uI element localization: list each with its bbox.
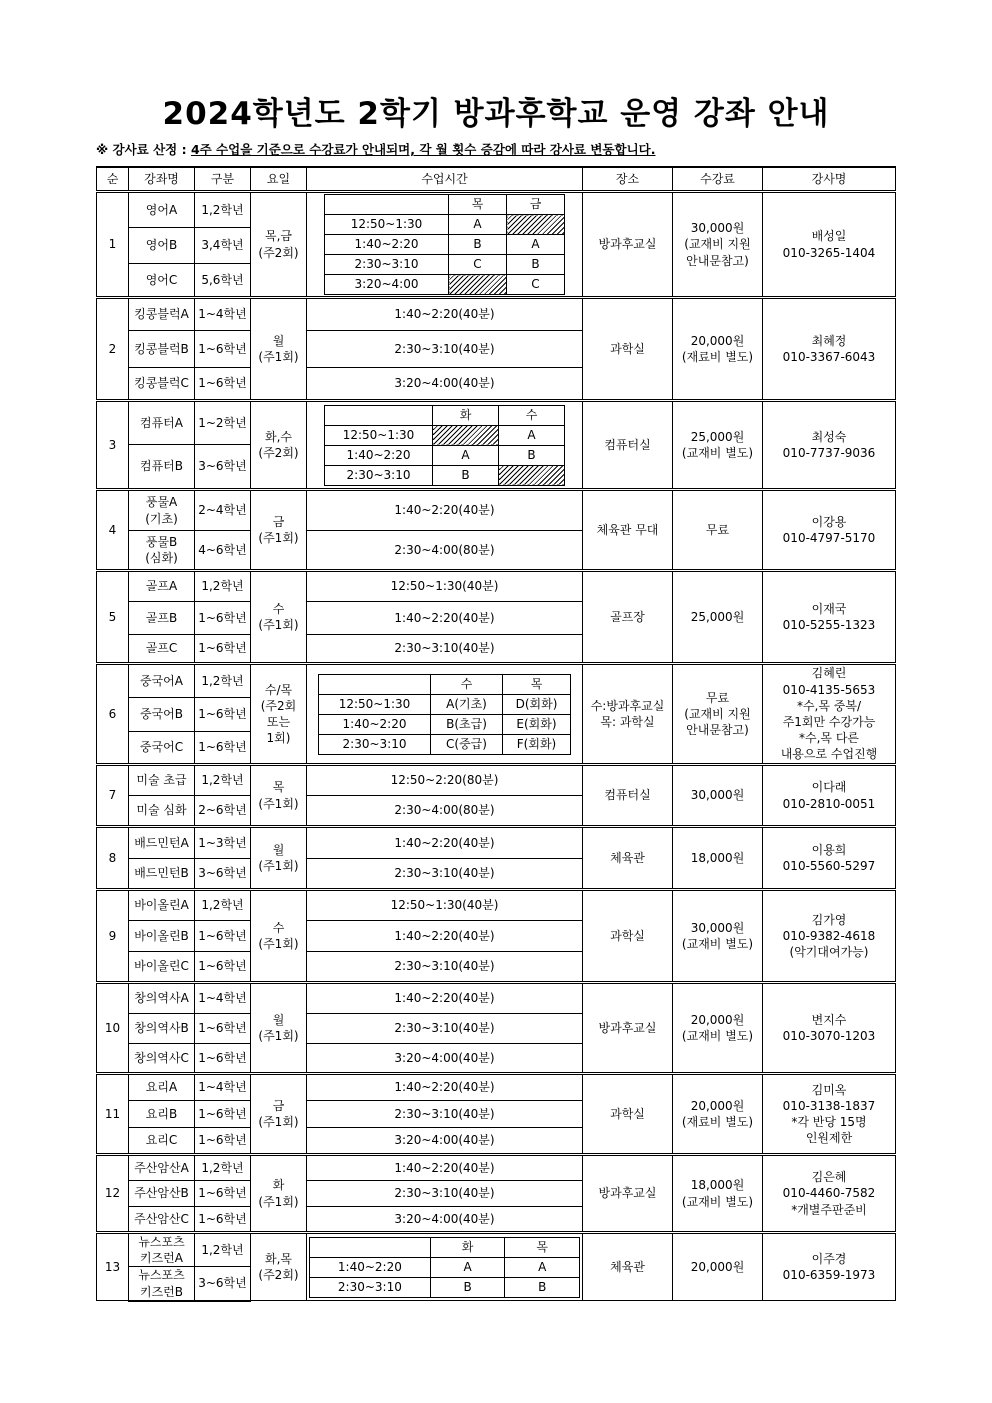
course-teacher: 이재국 010-5255-1323	[763, 571, 896, 664]
course-grade: 1~3학년	[195, 827, 251, 859]
course-name: 미술 초급	[129, 765, 195, 796]
course-fee: 무료	[673, 490, 763, 571]
course-teacher: 이용희 010-5560-5297	[763, 827, 896, 890]
course-number: 10	[97, 983, 129, 1074]
course-grade: 3~6학년	[195, 1267, 251, 1301]
schedule-day-header: 금	[507, 195, 565, 215]
schedule-row	[310, 1257, 580, 1277]
course-name: 바이올린B	[129, 921, 195, 952]
course-grade: 1,2학년	[195, 1233, 251, 1267]
course-grade: 1~6학년	[195, 1207, 251, 1233]
class-time: 2:30~4:00(80분)	[307, 796, 583, 827]
course-name: 바이올린A	[129, 890, 195, 921]
schedule-empty-slot	[433, 425, 499, 445]
course-group	[97, 890, 896, 983]
table-row	[97, 571, 896, 602]
course-number: 4	[97, 490, 129, 571]
course-grade: 1~6학년	[195, 1128, 251, 1155]
class-time: 2:30~3:10(40분)	[307, 952, 583, 983]
schedule-slot: F(회화)	[503, 734, 571, 754]
course-place: 골프장	[583, 571, 673, 664]
course-name: 컴퓨터A	[129, 401, 195, 445]
schedule-slot: B	[505, 1277, 580, 1297]
course-grade: 1~6학년	[195, 368, 251, 401]
header-row	[97, 167, 896, 192]
course-grade: 1~6학년	[195, 1044, 251, 1074]
header-teacher: 강사명	[763, 167, 896, 192]
fee-note-prefix: ※ 강사료 산정 :	[96, 142, 191, 157]
class-time: 1:40~2:20(40분)	[307, 298, 583, 331]
course-grade: 3~6학년	[195, 859, 251, 890]
course-grade: 3,4학년	[195, 228, 251, 264]
course-fee: 20,000원 (재료비 별도)	[673, 298, 763, 401]
course-name: 요리C	[129, 1128, 195, 1155]
course-group	[97, 827, 896, 890]
table-row	[97, 192, 896, 228]
class-time: 1:40~2:20(40분)	[307, 921, 583, 952]
schedule-header-row	[319, 674, 571, 694]
course-day: 수 (주1회)	[251, 571, 307, 664]
course-day: 화,수 (주2회)	[251, 401, 307, 490]
table-row	[97, 827, 896, 859]
course-group	[97, 192, 896, 298]
header-fee: 수강료	[673, 167, 763, 192]
course-number: 13	[97, 1233, 129, 1301]
course-place: 체육관	[583, 1233, 673, 1301]
class-time: 2:30~3:10(40분)	[307, 1014, 583, 1044]
schedule-corner	[325, 405, 433, 425]
course-name: 영어C	[129, 264, 195, 298]
page-title: 2024학년도 2학기 방과후학교 운영 강좌 안내	[162, 96, 830, 132]
course-group	[97, 298, 896, 401]
schedule-header-row	[325, 405, 565, 425]
schedule-slot: A	[433, 445, 499, 465]
course-fee: 20,000원 (재료비 별도)	[673, 1074, 763, 1155]
table-row	[97, 765, 896, 796]
course-grade: 5,6학년	[195, 264, 251, 298]
course-fee: 20,000원	[673, 1233, 763, 1301]
course-place: 방과후교실	[583, 192, 673, 298]
schedule-day-header: 목	[505, 1237, 580, 1257]
course-name: 골프B	[129, 602, 195, 635]
table-row	[97, 890, 896, 921]
course-grade: 1~6학년	[195, 635, 251, 664]
course-place: 과학실	[583, 1074, 673, 1155]
course-place: 컴퓨터실	[583, 765, 673, 827]
course-fee: 30,000원 (교재비 지원 안내문참고)	[673, 192, 763, 298]
course-name: 요리A	[129, 1074, 195, 1101]
course-fee: 25,000원 (교재비 별도)	[673, 401, 763, 490]
table-row	[97, 298, 896, 331]
course-teacher: 배성일 010-3265-1404	[763, 192, 896, 298]
course-place: 체육관	[583, 827, 673, 890]
schedule-corner	[319, 674, 431, 694]
schedule-row	[319, 694, 571, 714]
schedule-corner	[310, 1237, 431, 1257]
course-place: 컴퓨터실	[583, 401, 673, 490]
course-number: 7	[97, 765, 129, 827]
schedule-cell	[307, 1233, 583, 1301]
class-time: 2:30~4:00(80분)	[307, 531, 583, 571]
schedule-row	[325, 425, 565, 445]
schedule-slot: A	[499, 425, 565, 445]
course-grade: 1,2학년	[195, 192, 251, 228]
course-teacher: 김혜린 010-4135-5653 *수,목 중복/ 주1회만 수강가능 *수,목 다른 내용으로 수업진행	[763, 664, 896, 765]
course-place: 과학실	[583, 298, 673, 401]
course-name: 킹콩블럭A	[129, 298, 195, 331]
schedule-header-row	[310, 1237, 580, 1257]
schedule-time: 2:30~3:10	[325, 255, 449, 275]
header-no: 순	[97, 167, 129, 192]
course-name: 뉴스포츠 키즈런A	[129, 1233, 195, 1267]
schedule-time: 1:40~2:20	[325, 235, 449, 255]
schedule-slot: A	[449, 215, 507, 235]
class-time: 1:40~2:20(40분)	[307, 1074, 583, 1101]
course-number: 12	[97, 1155, 129, 1233]
schedule-time: 1:40~2:20	[310, 1257, 431, 1277]
schedule-row	[325, 465, 565, 485]
course-name: 중국어B	[129, 698, 195, 732]
course-day: 화 (주1회)	[251, 1155, 307, 1233]
course-grade: 1,2학년	[195, 890, 251, 921]
course-name: 킹콩블럭C	[129, 368, 195, 401]
schedule-time: 12:50~1:30	[319, 694, 431, 714]
course-grade: 4~6학년	[195, 531, 251, 571]
table-row	[97, 1233, 896, 1267]
course-number: 11	[97, 1074, 129, 1155]
course-name: 창의역사C	[129, 1044, 195, 1074]
schedule-slot: A	[430, 1257, 505, 1277]
course-grade: 1~6학년	[195, 698, 251, 732]
class-time: 1:40~2:20(40분)	[307, 827, 583, 859]
table-row	[97, 1074, 896, 1101]
schedule-slot: A(기초)	[431, 694, 503, 714]
header-place: 장소	[583, 167, 673, 192]
course-grade: 1~6학년	[195, 331, 251, 368]
schedule-day-header: 수	[431, 674, 503, 694]
course-name: 창의역사B	[129, 1014, 195, 1044]
course-group	[97, 1233, 896, 1301]
schedule-cell	[307, 664, 583, 765]
schedule-grid	[318, 674, 571, 755]
course-name: 뉴스포츠 키즈런B	[129, 1267, 195, 1301]
course-grade: 1~6학년	[195, 602, 251, 635]
course-name: 골프A	[129, 571, 195, 602]
schedule-row	[310, 1277, 580, 1297]
class-time: 12:50~1:30(40분)	[307, 890, 583, 921]
schedule-time: 2:30~3:10	[310, 1277, 431, 1297]
course-day: 월 (주1회)	[251, 983, 307, 1074]
course-fee: 무료 (교재비 지원 안내문참고)	[673, 664, 763, 765]
course-grade: 1~6학년	[195, 921, 251, 952]
course-fee: 20,000원 (교재비 별도)	[673, 983, 763, 1074]
course-name: 킹콩블럭B	[129, 331, 195, 368]
schedule-day-header: 목	[449, 195, 507, 215]
course-name: 배드민턴B	[129, 859, 195, 890]
header-time: 수업시간	[307, 167, 583, 192]
course-number: 6	[97, 664, 129, 765]
course-name: 중국어A	[129, 664, 195, 698]
schedule-row	[325, 255, 565, 275]
course-place: 체육관 무대	[583, 490, 673, 571]
table-row	[97, 490, 896, 531]
course-fee: 30,000원	[673, 765, 763, 827]
schedule-grid	[309, 1237, 580, 1298]
fee-note	[96, 140, 655, 158]
schedule-slot: B	[433, 465, 499, 485]
course-name: 중국어C	[129, 732, 195, 765]
course-place: 방과후교실	[583, 1155, 673, 1233]
course-name: 컴퓨터B	[129, 445, 195, 490]
class-time: 1:40~2:20(40분)	[307, 1155, 583, 1181]
schedule-slot: A	[505, 1257, 580, 1277]
course-group	[97, 664, 896, 765]
class-time: 3:20~4:00(40분)	[307, 368, 583, 401]
schedule-empty-slot	[449, 275, 507, 295]
course-name: 창의역사A	[129, 983, 195, 1014]
schedule-time: 2:30~3:10	[325, 465, 433, 485]
schedule-row	[319, 714, 571, 734]
course-day: 월 (주1회)	[251, 298, 307, 401]
course-grade: 2~4학년	[195, 490, 251, 531]
course-fee: 18,000원	[673, 827, 763, 890]
course-name: 주산암산A	[129, 1155, 195, 1181]
course-place: 과학실	[583, 890, 673, 983]
class-time: 12:50~2:20(80분)	[307, 765, 583, 796]
course-place: 방과후교실	[583, 983, 673, 1074]
table-row	[97, 664, 896, 698]
course-name: 주산암산C	[129, 1207, 195, 1233]
course-grade: 1,2학년	[195, 664, 251, 698]
course-day: 화,목 (주2회)	[251, 1233, 307, 1301]
schedule-corner	[325, 195, 449, 215]
course-grade: 1~6학년	[195, 1101, 251, 1128]
course-day: 목 (주1회)	[251, 765, 307, 827]
schedule-cell	[307, 192, 583, 298]
course-fee: 18,000원 (교재비 별도)	[673, 1155, 763, 1233]
course-fee: 30,000원 (교재비 별도)	[673, 890, 763, 983]
schedule-header-row	[325, 195, 565, 215]
class-time: 1:40~2:20(40분)	[307, 490, 583, 531]
course-day: 금 (주1회)	[251, 490, 307, 571]
class-time: 3:20~4:00(40분)	[307, 1044, 583, 1074]
course-day: 목,금 (주2회)	[251, 192, 307, 298]
course-name: 영어B	[129, 228, 195, 264]
course-name: 바이올린C	[129, 952, 195, 983]
schedule-slot: B	[449, 235, 507, 255]
course-grade: 1~4학년	[195, 983, 251, 1014]
course-day: 수 (주1회)	[251, 890, 307, 983]
class-time: 2:30~3:10(40분)	[307, 635, 583, 664]
course-day: 월 (주1회)	[251, 827, 307, 890]
schedule-day-header: 화	[430, 1237, 505, 1257]
schedule-time: 12:50~1:30	[325, 215, 449, 235]
course-group	[97, 765, 896, 827]
header-grade: 구분	[195, 167, 251, 192]
schedule-grid	[324, 405, 565, 486]
course-grade: 1~4학년	[195, 1074, 251, 1101]
schedule-row	[325, 445, 565, 465]
course-number: 3	[97, 401, 129, 490]
course-teacher: 최성숙 010-7737-9036	[763, 401, 896, 490]
schedule-day-header: 화	[433, 405, 499, 425]
schedule-slot: C(중급)	[431, 734, 503, 754]
course-table	[96, 166, 896, 1302]
class-time: 2:30~3:10(40분)	[307, 859, 583, 890]
schedule-slot: B	[499, 445, 565, 465]
schedule-day-header: 수	[499, 405, 565, 425]
course-group	[97, 571, 896, 664]
class-time: 1:40~2:20(40분)	[307, 983, 583, 1014]
course-name: 영어A	[129, 192, 195, 228]
header-course-name: 강좌명	[129, 167, 195, 192]
table-row	[97, 1155, 896, 1181]
schedule-slot: A	[507, 235, 565, 255]
schedule-slot: E(회화)	[503, 714, 571, 734]
course-number: 9	[97, 890, 129, 983]
schedule-row	[325, 275, 565, 295]
class-time: 1:40~2:20(40분)	[307, 602, 583, 635]
course-teacher: 변지수 010-3070-1203	[763, 983, 896, 1074]
schedule-row	[325, 235, 565, 255]
course-number: 5	[97, 571, 129, 664]
course-name: 골프C	[129, 635, 195, 664]
class-time: 12:50~1:30(40분)	[307, 571, 583, 602]
table-row	[97, 983, 896, 1014]
course-teacher: 김은혜 010-4460-7582 *개별주판준비	[763, 1155, 896, 1233]
course-grade: 3~6학년	[195, 445, 251, 490]
schedule-slot: B	[507, 255, 565, 275]
course-grade: 1,2학년	[195, 571, 251, 602]
course-grade: 1~6학년	[195, 732, 251, 765]
course-name: 요리B	[129, 1101, 195, 1128]
class-time: 2:30~3:10(40분)	[307, 1181, 583, 1207]
course-group	[97, 1155, 896, 1233]
course-group	[97, 1074, 896, 1155]
header-day: 요일	[251, 167, 307, 192]
course-group	[97, 490, 896, 571]
course-group	[97, 983, 896, 1074]
course-place: 수:방과후교실 목: 과학실	[583, 664, 673, 765]
schedule-slot: D(회화)	[503, 694, 571, 714]
course-day: 수/목 (주2회 또는 1회)	[251, 664, 307, 765]
course-grade: 1~2학년	[195, 401, 251, 445]
schedule-time: 1:40~2:20	[319, 714, 431, 734]
course-grade: 1,2학년	[195, 1155, 251, 1181]
schedule-row	[325, 215, 565, 235]
course-grade: 1~4학년	[195, 298, 251, 331]
table-row	[97, 401, 896, 445]
course-grade: 2~6학년	[195, 796, 251, 827]
course-number: 2	[97, 298, 129, 401]
schedule-slot: B	[430, 1277, 505, 1297]
schedule-time: 1:40~2:20	[325, 445, 433, 465]
schedule-row	[319, 734, 571, 754]
class-time: 3:20~4:00(40분)	[307, 1207, 583, 1233]
course-grade: 1~6학년	[195, 1181, 251, 1207]
course-teacher: 이강용 010-4797-5170	[763, 490, 896, 571]
course-name: 풍물A (기초)	[129, 490, 195, 531]
course-day: 금 (주1회)	[251, 1074, 307, 1155]
class-time: 2:30~3:10(40분)	[307, 331, 583, 368]
class-time: 2:30~3:10(40분)	[307, 1101, 583, 1128]
course-teacher: 김가영 010-9382-4618 (악기대여가능)	[763, 890, 896, 983]
course-name: 주산암산B	[129, 1181, 195, 1207]
course-number: 1	[97, 192, 129, 298]
course-group	[97, 401, 896, 490]
course-grade: 1~6학년	[195, 1014, 251, 1044]
schedule-grid	[324, 194, 565, 295]
schedule-time: 12:50~1:30	[325, 425, 433, 445]
schedule-slot: C	[449, 255, 507, 275]
course-grade: 1,2학년	[195, 765, 251, 796]
schedule-time: 3:20~4:00	[325, 275, 449, 295]
course-teacher: 이다래 010-2810-0051	[763, 765, 896, 827]
course-teacher: 김미옥 010-3138-1837 *각 반당 15명 인원제한	[763, 1074, 896, 1155]
schedule-time: 2:30~3:10	[319, 734, 431, 754]
schedule-day-header: 목	[503, 674, 571, 694]
course-fee: 25,000원	[673, 571, 763, 664]
schedule-slot: C	[507, 275, 565, 295]
schedule-empty-slot	[507, 215, 565, 235]
course-number: 8	[97, 827, 129, 890]
fee-note-text: 4주 수업을 기준으로 수강료가 안내되며, 각 월 횟수 증감에 따라 강사료 변동합니다.	[190, 142, 656, 157]
schedule-empty-slot	[499, 465, 565, 485]
schedule-cell	[307, 401, 583, 490]
course-name: 미술 심화	[129, 796, 195, 827]
course-name: 배드민턴A	[129, 827, 195, 859]
course-teacher: 최혜정 010-3367-6043	[763, 298, 896, 401]
course-teacher: 이주경 010-6359-1973	[763, 1233, 896, 1301]
class-time: 3:20~4:00(40분)	[307, 1128, 583, 1155]
course-grade: 1~6학년	[195, 952, 251, 983]
schedule-slot: B(초급)	[431, 714, 503, 734]
course-name: 풍물B (심화)	[129, 531, 195, 571]
